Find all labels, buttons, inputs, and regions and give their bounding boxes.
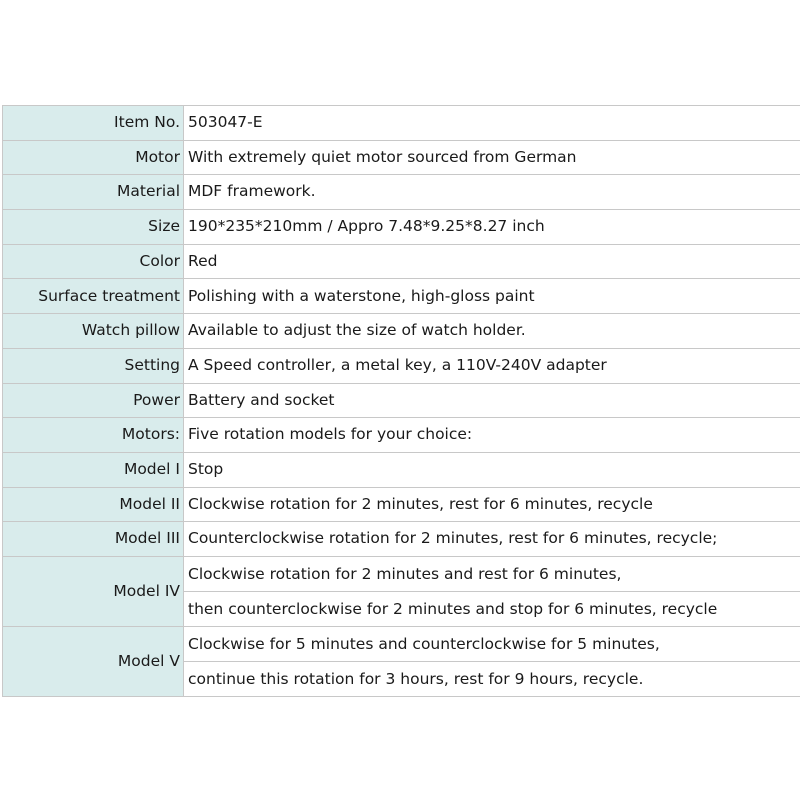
row-value: Clockwise rotation for 2 minutes, rest for 6 minutes, recycle xyxy=(184,487,800,522)
row-label: Setting xyxy=(3,348,184,383)
table-row-model-v xyxy=(3,626,800,696)
table-row-model-iii xyxy=(3,522,800,557)
row-label: Item No. xyxy=(3,106,184,141)
row-value: 503047-E xyxy=(184,106,800,141)
row-value-line: Clockwise rotation for 2 minutes and rest for 6 minutes, xyxy=(188,564,622,583)
row-label: Motors: xyxy=(3,418,184,453)
row-value: With extremely quiet motor sourced from German xyxy=(184,140,800,175)
table-row-item-no xyxy=(3,106,800,141)
row-value: Five rotation models for your choice: xyxy=(184,418,800,453)
row-label: Power xyxy=(3,383,184,418)
table-row-motor xyxy=(3,140,800,175)
row-value: 190*235*210mm / Appro 7.48*9.25*8.27 inch xyxy=(184,210,800,245)
row-value: Available to adjust the size of watch holder. xyxy=(184,314,800,349)
row-label: Color xyxy=(3,244,184,279)
row-label: Model V xyxy=(3,626,184,696)
row-label: Model III xyxy=(3,522,184,557)
row-value: Counterclockwise rotation for 2 minutes, rest for 6 minutes, recycle; xyxy=(184,522,800,557)
table-row-setting xyxy=(3,348,800,383)
table-row-color xyxy=(3,244,800,279)
row-value: Red xyxy=(184,244,800,279)
spec-table xyxy=(2,105,800,697)
row-label: Model II xyxy=(3,487,184,522)
table-row-size xyxy=(3,210,800,245)
table-row-surface-treatment xyxy=(3,279,800,314)
row-label: Watch pillow xyxy=(3,314,184,349)
row-label: Motor xyxy=(3,140,184,175)
table-row-material xyxy=(3,175,800,210)
table-row-model-ii xyxy=(3,487,800,522)
row-value: A Speed controller, a metal key, a 110V-240V adapter xyxy=(184,348,800,383)
row-label: Model I xyxy=(3,452,184,487)
row-label: Size xyxy=(3,210,184,245)
table-row-power xyxy=(3,383,800,418)
row-value xyxy=(184,556,800,626)
row-label: Material xyxy=(3,175,184,210)
row-value: MDF framework. xyxy=(184,175,800,210)
row-value xyxy=(184,626,800,696)
row-label: Model IV xyxy=(3,556,184,626)
table-row-model-iv xyxy=(3,556,800,626)
table-row-model-i xyxy=(3,452,800,487)
row-value: Polishing with a waterstone, high-gloss paint xyxy=(184,279,800,314)
row-value-line: Clockwise for 5 minutes and counterclockwise for 5 minutes, xyxy=(188,634,660,653)
row-value-line: then counterclockwise for 2 minutes and stop for 6 minutes, recycle xyxy=(184,591,800,626)
row-value: Stop xyxy=(184,452,800,487)
row-value-line: continue this rotation for 3 hours, rest for 9 hours, recycle. xyxy=(184,661,800,696)
table-row-watch-pillow xyxy=(3,314,800,349)
table-row-motors xyxy=(3,418,800,453)
row-label: Surface treatment xyxy=(3,279,184,314)
row-value: Battery and socket xyxy=(184,383,800,418)
